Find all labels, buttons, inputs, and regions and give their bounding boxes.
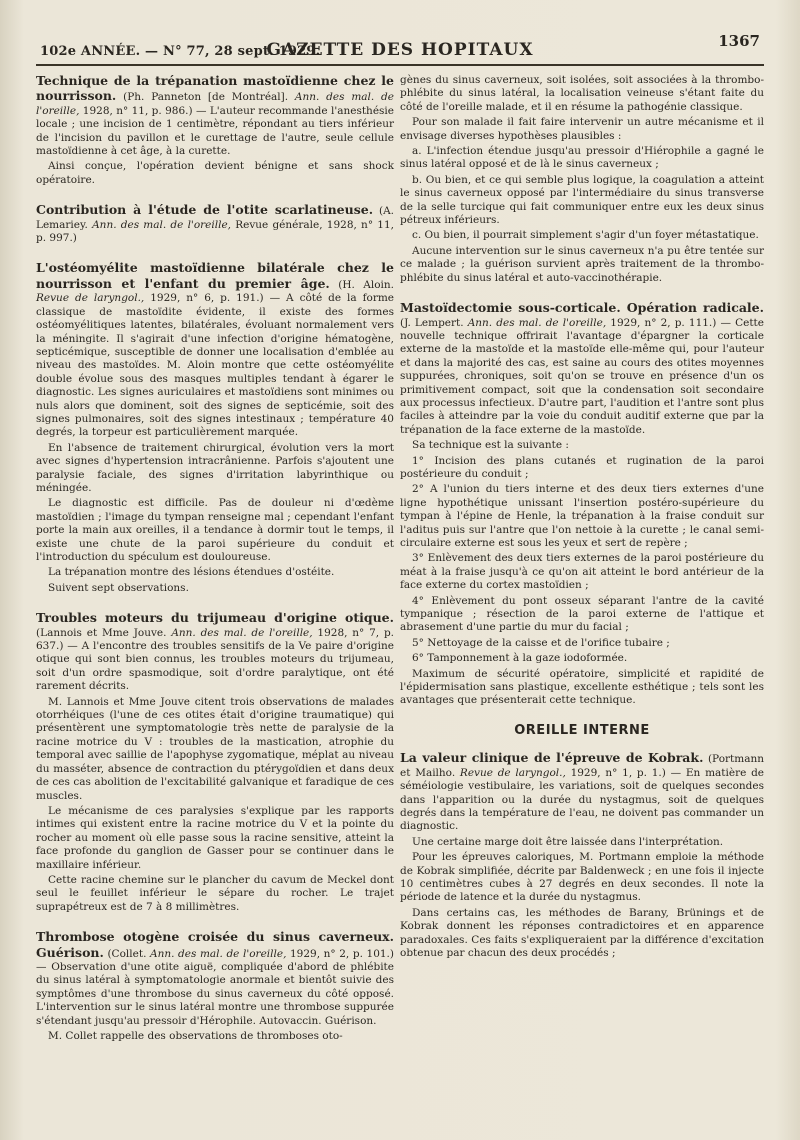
article-otite-scarlatineuse: Contribution à l'étude de l'otite scarlatineuse. (A. Lemariey. Ann. des mal. de l'oreille, Revue générale, 1928, n° 11, p. 997.) bbox=[36, 202, 395, 245]
technique-step: 1° Incision des plans cutanés et rugination de la paroi postérieure du conduit ; bbox=[400, 454, 764, 480]
article-title: Contribution à l'étude de l'otite scarlatineuse. bbox=[36, 202, 374, 218]
header-rule bbox=[36, 64, 764, 66]
article-thrombose: Thrombose otogène croisée du sinus caverneux. Guérison. (Collet. Ann. des mal. de l'oreille, 1929, n° 2, p. 101.) — Observation d'une otite aiguë, compliquée d'abord de phlébite du sinus latéral à symptomatologie anormale et bientôt suivie des symptômes d'une thrombose du sinus caverneux du côté opposé. L'intervention sur le sinus latéral montre une thrombose suppurée s'étendant jusqu'au pressoir d'Hérophile. Autovaccin. Guérison. M. Collet rappelle des observations de thromboses oto- bbox=[36, 929, 394, 1042]
left-column bbox=[36, 74, 394, 1045]
technique-step: 3° Enlèvement des deux tiers externes de la paroi postérieure du méat à la fraise jusqu'à ce qu'on ait atteint le bord antérieur de la face externe du cortex mastoïdien ; bbox=[400, 552, 764, 592]
article-trijumeau: Troubles moteurs du trijumeau d'origine otique. (Lannois et Mme Jouve. Ann. des mal. de l'oreille, 1928, n° 7, p. 637.) — A l'encontre des troubles sensitifs de la Ve paire d'origine otique qui sont bien connus, les troubles moteurs du trijumeau, soit d'un ordre spasmodique, soit d'ordre paralytique, ont été rarement décrits. M. Lannois et Mme Jouve citent trois observations de malades otorrhéiques (l'une de ces otites était d'origine traumatique) qui présentèrent une symptomatologie très nette de paralysie de la racine motrice du V : troubles de la mastication, atrophie du temporal avec saillie de l'apophyse zygomatique, méplat au niveau du masséter, absence de contraction du ptérygoïdien et dans deux de ces cas abolition de l'excitabilité galvanique et faradique de ces muscles. Le mécanisme de ces paralysies s'explique par les rapports intimes qui existent entre la racine motrice du V et la pointe du rocher au moment où elle passe sous la racine sensitive, atteint la face profonde du ganglion de Gasser pour se continuer dans le maxillaire inférieur. Cette racine chemine sur le plancher du cavum de Meckel dont seul le feuillet inférieur le sépare du rocher. Le trajet suprapétreux est de 7 à 8 millimètres. bbox=[36, 610, 395, 913]
article-title: La valeur clinique de l'épreuve de Kobrak. bbox=[400, 750, 704, 766]
publication-title: GAZETTE DES HOPITAUX bbox=[266, 40, 534, 60]
article-title: Mastoïdectomie sous-corticale. Opération radicale. bbox=[400, 300, 764, 316]
technique-step: 4° Enlèvement du pont osseux séparant l'antre de la cavité tympanique ; résection de la paroi externe de l'attique et abrasement d'une partie du mur du facial ; bbox=[400, 594, 764, 634]
article-title: Technique de la trépanation mastoïdienne chez le nourrisson. bbox=[36, 73, 394, 104]
article-thrombose-continued: gènes du sinus caverneux, soit isolées, soit associées à la thrombo-phlébite du sinus latéral, la localisation veineuse s'étant faite du côté de l'oreille malade, et il en résume la pathogénie classique. Pour son malade il fait faire intervenir un autre mécanisme et il envisage diverses hypothèses plausibles : a. L'infection étendue jusqu'au pressoir d'Hiérophile a gagné le sinus latéral opposé et de là le sinus caverneux ; b. Ou bien, et ce qui semble plus logique, la coagulation a atteint le sinus caverneux opposé par l'intermédiaire du sinus transverse de la selle turcique qui fait communiquer entre eux les deux sinus pétreux inférieurs. c. Ou bien, il pourrait simplement s'agir d'un foyer métastatique. Aucune intervention sur le sinus caverneux n'a pu être tentée sur ce malade ; la guérison survient après traitement de la thrombo-phlébite du sinus latéral et auto-vaccinothérapie. bbox=[400, 74, 764, 284]
right-column bbox=[400, 74, 764, 962]
page-header bbox=[36, 30, 764, 64]
technique-step: 6° Tamponnement à la gaze iodoformée. bbox=[412, 652, 628, 665]
page-number: 1367 bbox=[718, 32, 760, 50]
article-trepanation: Technique de la trépanation mastoïdienne chez le nourrisson. (Ph. Panneton [de Montréal]. Ann. des mal. de l'oreille, 1928, n° 11, p. 986.) — L'auteur recommande l'anesthésie locale ; une incision de 1 centimètre, répondant au tiers inférieur de l'incision du pavillon et le curettage de l'autre, seule cellule mastoïdienne à cet âge, à la curette. Ainsi conçue, l'opération devient bénigne et sans shock opératoire. bbox=[36, 73, 394, 186]
section-heading: OREILLE INTERNE bbox=[514, 722, 650, 738]
article-kobrak: La valeur clinique de l'épreuve de Kobrak. (Portmann et Mailho. Revue de laryngol., 1929, n° 1, p. 1.) — En matière de séméiologie vestibulaire, les variations, soit de quelques secondes dans l'apparition ou la durée du nystagmus, soit de quelques degrés dans la température de l'eau, ne doivent pas commander un diagnostic. Une certaine marge doit être laissée dans l'interprétation. Pour les épreuves caloriques, M. Portmann emploie la méthode de Kobrak simplifiée, décrite par Baldenweck ; en une fois il injecte 10 centimètres cubes à 27 degrés en deux secondes. Il note la période de latence et la durée du nystagmus. Dans certains cas, les méthodes de Barany, Brünings et de Kobrak donnent les réponses contradictoires et en apparence paradoxales. Ces faits s'expliqueraient par la différence d'excitation obtenue par chacun des deux procédés ; bbox=[400, 750, 765, 959]
issue-info: 102e ANNÉE. — N° 77, 28 sept. 1929. bbox=[40, 44, 321, 59]
technique-step: 2° A l'union du tiers interne et des deux tiers externes d'une ligne hypothétique unissant l'insertion postéro-supérieure du tympan à l'épine de Henle, la trépanation à la fraise conduit sur l'aditus puis sur l'antre que l'on nettoie à la curette ; le canal semi-circulaire externe est sous les yeux et sert de repère ; bbox=[400, 483, 764, 549]
article-osteomyelite: L'ostéomyélite mastoïdienne bilatérale chez le nourrisson et l'enfant du premier âge. (H. Aloin. Revue de laryngol., 1929, n° 6, p. 191.) — A côté de la forme classique de mastoïdite évidente, il existe des formes ostéomyélitiques latentes, bilatérales, évoluant normalement vers la méningite. Il s'agirait d'une infection d'origine hématogène, septicémique, susceptible de donner une localisation d'emblée au niveau des mastoïdes. M. Aloin montre que cette ostéomyélite double évolue sous des masques multiples tendant à égarer le diagnostic. Les signes auriculaires et mastoïdiens sont minimes ou nuls alors que dominent, soit des signes de septicémie, soit des signes pulmonaires, soit des signes intestinaux ; température 40 degrés, la torpeur est particulièrement marquée. En l'absence de traitement chirurgical, évolution vers la mort avec signes d'hypertension intracrânienne. Parfois s'ajoutent une paralysie faciale, des signes d'irritation labyrinthique ou méningée. Le diagnostic est difficile. Pas de douleur ni d'œdème mastoïdien ; l'image du tympan renseigne mal ; cependant l'enfant porte la main aux oreilles, il a tendance à dormir tout le temps, il existe une chute de la paroi supérieure du conduit et l'introduction du spéculum est douloureuse. La trépanation montre des lésions étendues d'ostéite. Suivent sept observations. bbox=[36, 260, 395, 594]
article-mastoidectomie: Mastoïdectomie sous-corticale. Opération radicale. (J. Lempert. Ann. des mal. de l'oreille, 1929, n° 2, p. 111.) — Cette nouvelle technique offrirait l'avantage d'épargner la corticale externe de la mastoïde et la mastoïde elle-même qui, pour l'auteur et dans la majorité des cas, est saine au cours des otites moyennes suppurées, chroniques, soit qu'on se trouve en présence d'un os primitivement compact, soit que la condensation soit secondaire aux processus infectieux. D'autre part, l'audition et l'antre sont plus faciles à atteindre par la voie du conduit auditif externe que par la trépanation de la face externe de la mastoïde. Sa technique est la suivante : 1° Incision des plans cutanés et rugination de la paroi postérieure du conduit ; 2° A l'union du tiers interne et des deux tiers externes d'une ligne hypothétique unissant l'insertion postéro-supérieure du tympan à l'épine de Henle, la trépanation à la fraise conduit sur l'aditus puis sur l'antre que l'on nettoie à la curette ; le canal semi-circulaire externe est sous les yeux et sert de repère ; 3° Enlèvement des deux tiers externes de la paroi postérieure du méat à la fraise jusqu'à ce qu'on ait atteint le bord antérieur de la face externe du cortex mastoïdien ; 4° Enlèvement du pont osseux séparant l'antre de la cavité tympanique ; résection de la paroi externe de l'attique et abrasement d'une partie du mur du facial ; 5° Nettoyage de la caisse et de l'orifice tubaire ; 6° Tamponnement à la gaze iodoformée. Maximum de sécurité opératoire, simplicité et rapidité de l'épidermisation sans plastique, excellente esthétique ; tels sont les avantages que présenterait cette technique. bbox=[400, 300, 764, 707]
article-title: L'ostéomyélite mastoïdienne bilatérale chez le nourrisson et l'enfant du premier âge. bbox=[36, 260, 394, 291]
technique-step: 5° Nettoyage de la caisse et de l'orifice tubaire ; bbox=[412, 636, 670, 649]
article-title: Troubles moteurs du trijumeau d'origine otique. bbox=[36, 610, 394, 626]
article-title: Thrombose otogène croisée du sinus caverneux. Guérison. bbox=[36, 929, 394, 960]
